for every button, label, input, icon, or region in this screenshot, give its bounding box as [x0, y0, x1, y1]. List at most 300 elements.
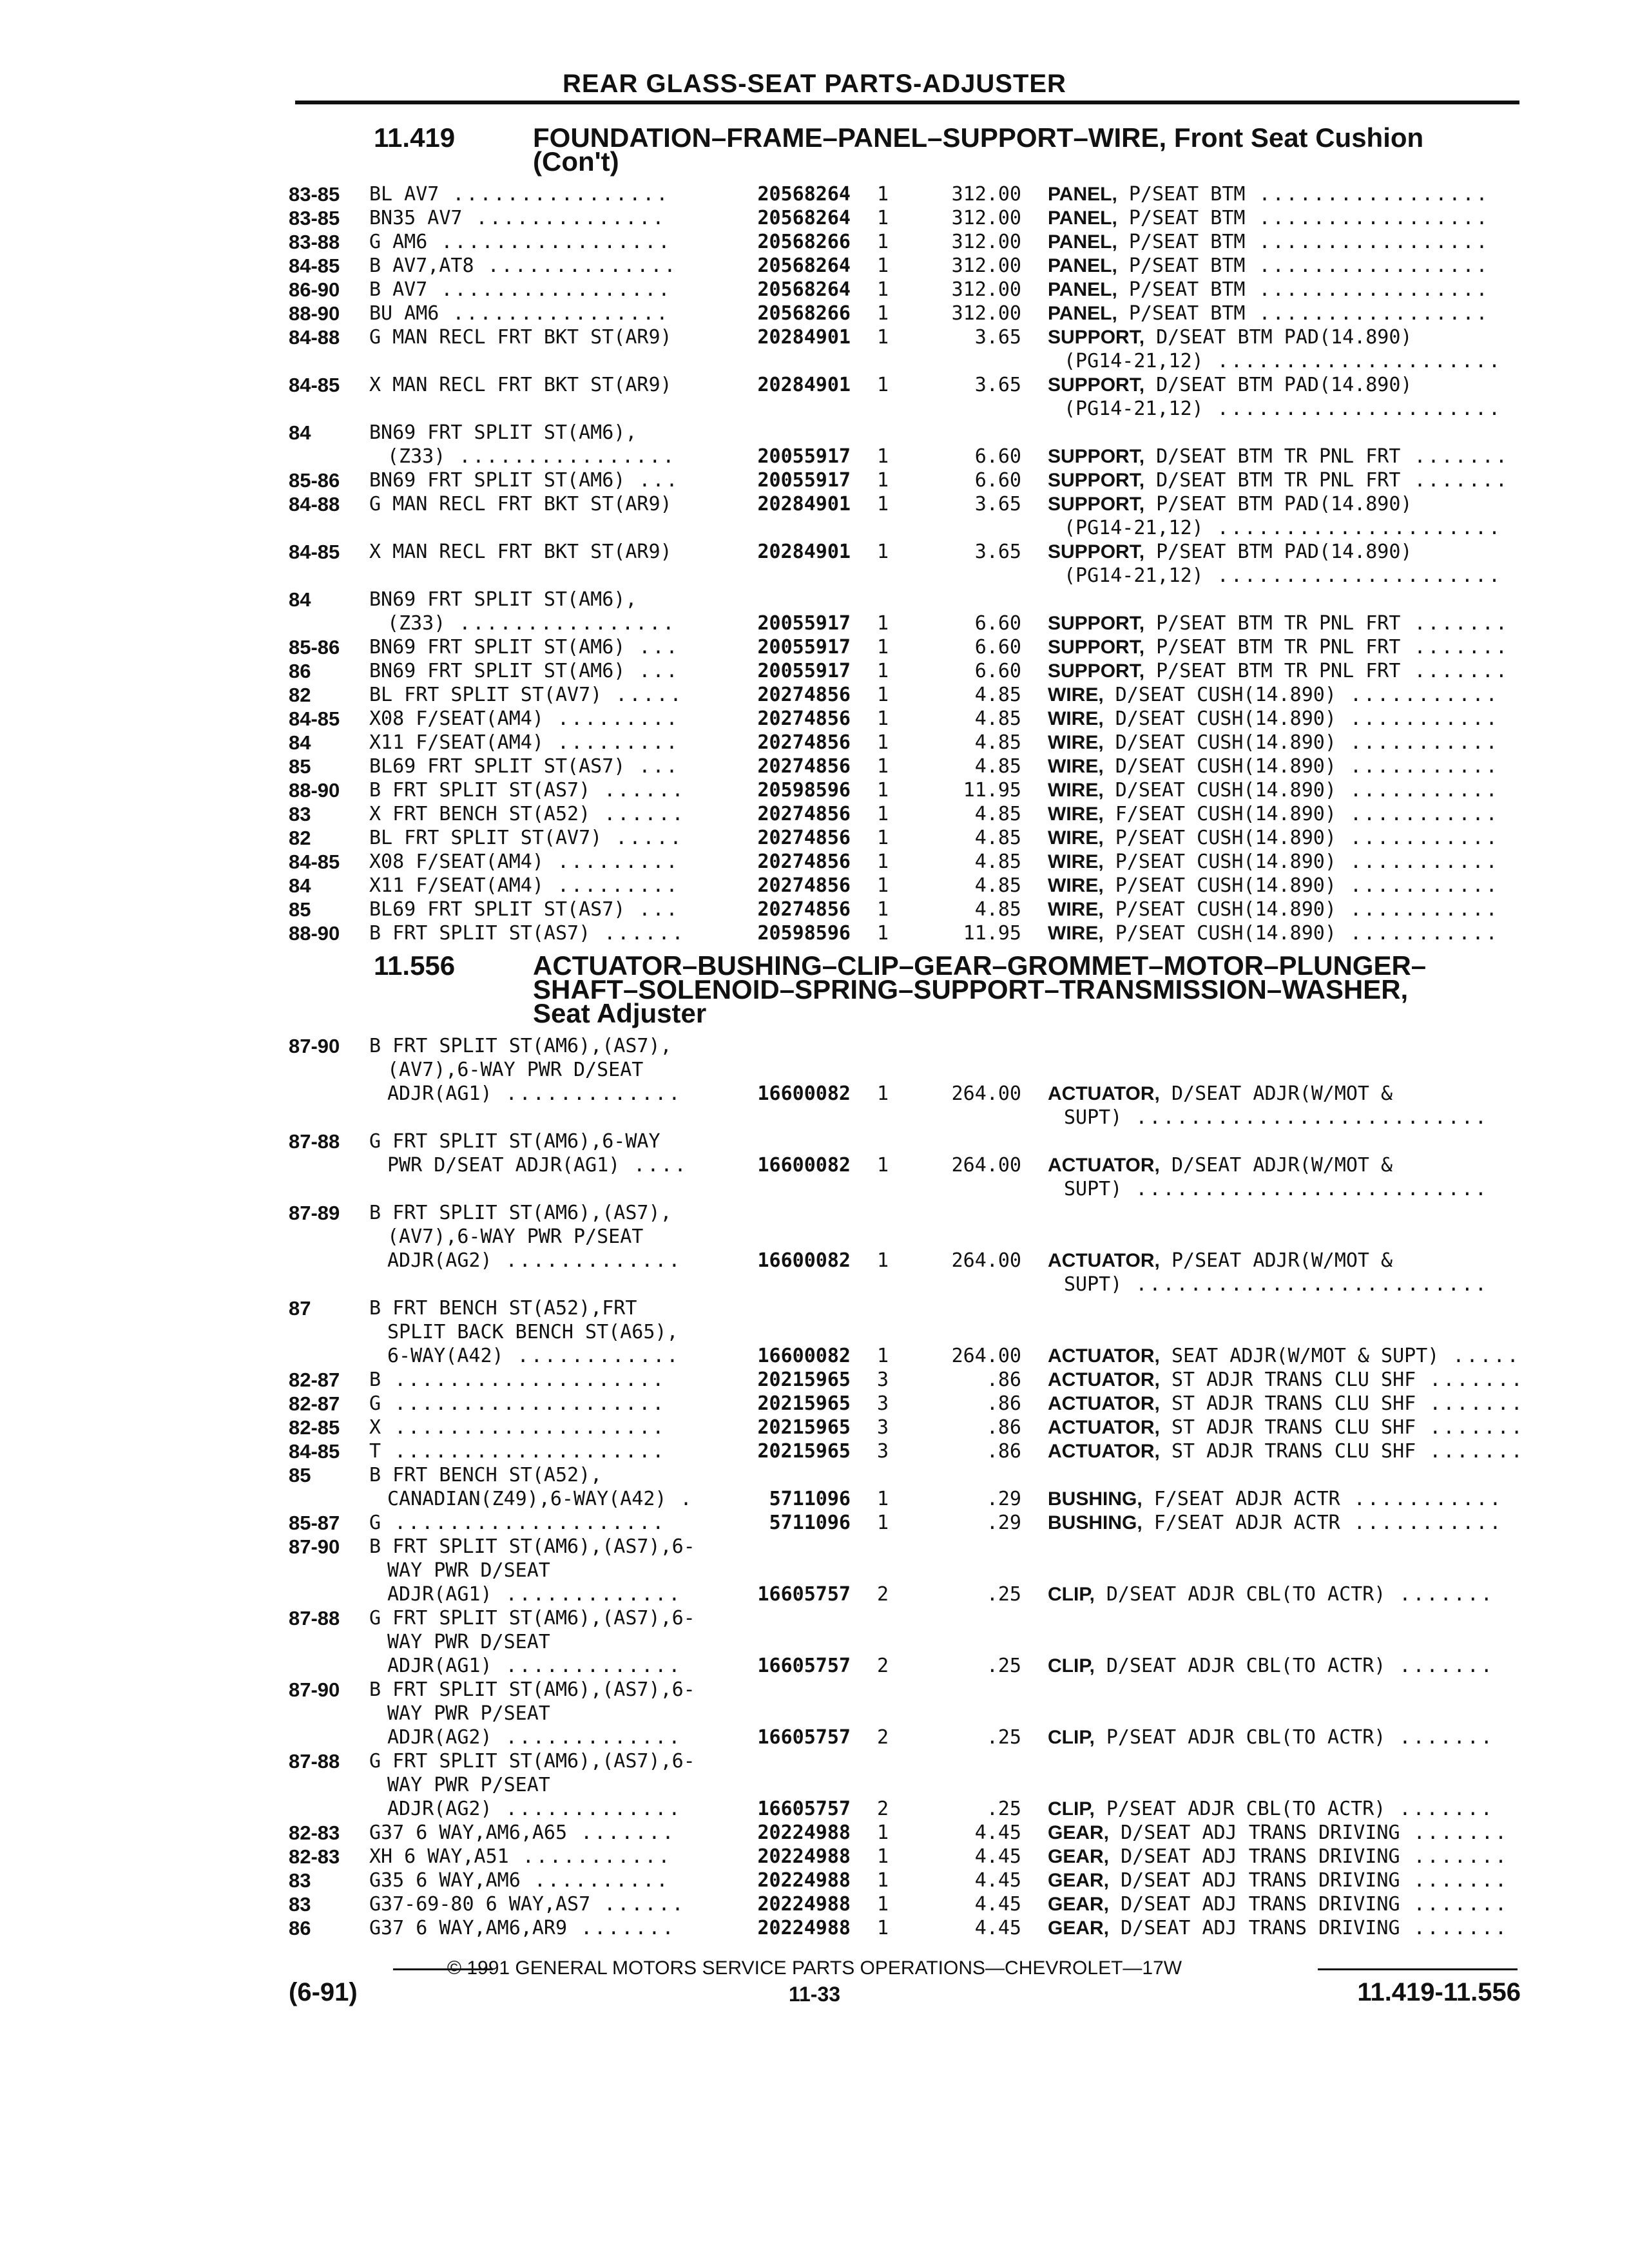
model-years: 88-90 [289, 922, 340, 945]
model-years: 87-88 [289, 1130, 340, 1153]
description-line: WAY PWR D/SEAT [387, 1559, 550, 1582]
part-name [1048, 1392, 1525, 1416]
part-name [1048, 1416, 1525, 1439]
part-name-line: ACTUATOR, ST ADJR TRANS CLU SHF [1048, 1369, 1416, 1391]
description-line: G AM6 [369, 231, 428, 253]
parts-row [0, 1463, 1629, 1511]
description-line: B FRT BENCH ST(A52),FRT [369, 1297, 637, 1320]
leader-dots: ............. [492, 1082, 682, 1105]
vehicle-description [369, 302, 670, 325]
price: .86 [986, 1392, 1021, 1415]
part-number: 16600082 [757, 1082, 851, 1105]
description-line: G [369, 1392, 381, 1415]
page-title: REAR GLASS-SEAT PARTS-ADJUSTER [563, 70, 1066, 98]
part-name [1048, 1439, 1525, 1463]
quantity: 1 [876, 1869, 889, 1892]
part-name [1048, 278, 1490, 302]
price: 11.95 [963, 779, 1021, 802]
model-years: 86-90 [289, 278, 340, 301]
leader-dots: ....... [1385, 1726, 1494, 1749]
leader-dots: .................... [381, 1512, 666, 1534]
vehicle-description [369, 182, 670, 206]
part-name-line: PANEL, P/SEAT BTM [1048, 302, 1246, 325]
description-line: X11 F/SEAT(AM4) [369, 731, 544, 754]
part-number: 16605757 [757, 1798, 851, 1820]
model-years: 84-85 [289, 707, 340, 730]
leader-dots: ... [625, 660, 680, 682]
part-number: 20274856 [757, 684, 851, 706]
description-line: BN69 FRT SPLIT ST(AM6), [369, 588, 637, 611]
quantity: 1 [876, 1512, 889, 1534]
vehicle-description [369, 1129, 688, 1177]
part-name-line: WIRE, D/SEAT CUSH(14.890) [1048, 779, 1336, 802]
part-name [1048, 1487, 1503, 1511]
description-line: ADJR(AG1) [387, 1655, 492, 1677]
vehicle-description [369, 325, 672, 349]
leader-dots: ..... [602, 684, 684, 706]
price: 312.00 [951, 231, 1021, 253]
leader-dots: ..................... [1203, 517, 1503, 539]
leader-dots: ................. [1245, 278, 1490, 301]
price: 4.45 [974, 1917, 1021, 1939]
parts-row [0, 659, 1629, 683]
description-line: ADJR(AG1) [387, 1583, 492, 1606]
part-number: 20284901 [757, 326, 851, 349]
vehicle-description [369, 1821, 676, 1845]
vehicle-description [369, 421, 676, 468]
part-number: 20274856 [757, 755, 851, 778]
vehicle-description [369, 492, 672, 516]
part-name [1048, 898, 1499, 921]
price: 4.45 [974, 1845, 1021, 1868]
parts-row [0, 1892, 1629, 1916]
description-line: SPLIT BACK BENCH ST(A65), [387, 1321, 679, 1343]
price: 4.45 [974, 1869, 1021, 1892]
part-name [1048, 1916, 1509, 1940]
part-name [1048, 826, 1499, 850]
part-name-line: CLIP, D/SEAT ADJR CBL(TO ACTR) [1048, 1655, 1386, 1677]
model-years: 82 [289, 827, 311, 849]
price: .25 [986, 1583, 1021, 1606]
description-line: B FRT SPLIT ST(AM6),(AS7), [369, 1202, 672, 1224]
leader-dots: ........... [508, 1845, 672, 1868]
price: 312.00 [951, 183, 1021, 206]
section-title-line: (Con't) [533, 146, 619, 177]
leader-dots: .............. [474, 255, 678, 277]
leader-dots: ....... [1416, 1369, 1525, 1391]
vehicle-description [369, 1916, 676, 1940]
leader-dots: ....... [1416, 1392, 1525, 1415]
leader-dots: ....... [1400, 1845, 1509, 1868]
leader-dots: ....... [1400, 660, 1509, 682]
quantity: 1 [876, 1893, 889, 1916]
part-number: 20284901 [757, 374, 851, 396]
part-number: 20274856 [757, 898, 851, 921]
leader-dots: ....... [1400, 1917, 1509, 1939]
quantity: 1 [876, 326, 889, 349]
section-title [533, 950, 1525, 1028]
section-title [533, 122, 1525, 177]
leader-dots: ................ [445, 445, 677, 468]
description-line: WAY PWR P/SEAT [387, 1702, 550, 1725]
section-title-line: ACTUATOR–BUSHING–CLIP–GEAR–GROMMET–MOTOR–PLUNGER– [533, 950, 1427, 981]
description-line: T [369, 1440, 381, 1463]
part-name [1048, 1845, 1509, 1869]
leader-dots: ..................... [1203, 564, 1503, 587]
description-line: X MAN RECL FRT BKT ST(AR9) [369, 374, 672, 396]
description-line: G FRT SPLIT ST(AM6),(AS7),6- [369, 1607, 695, 1629]
parts-row [0, 1439, 1629, 1463]
quantity: 1 [876, 684, 889, 706]
part-name [1048, 1821, 1509, 1845]
leader-dots: ........... [1336, 827, 1499, 849]
section-header [374, 950, 1534, 1028]
price: 3.65 [974, 326, 1021, 349]
footer-copyright: © 1991 GENERAL MOTORS SERVICE PARTS OPERATIONS—CHEVROLET—17W [447, 1957, 1182, 1979]
model-years: 84-88 [289, 493, 340, 515]
part-name [1048, 1511, 1503, 1535]
part-name-line: ACTUATOR, SEAT ADJR(W/MOT & SUPT) [1048, 1345, 1440, 1367]
part-number: 5711096 [769, 1488, 851, 1510]
part-number: 20055917 [757, 612, 851, 635]
vehicle-description [369, 278, 671, 302]
part-name-line: PANEL, P/SEAT BTM [1048, 183, 1246, 206]
quantity: 1 [876, 1345, 889, 1367]
parts-row [0, 230, 1629, 254]
price: 312.00 [951, 255, 1021, 277]
part-number: 20598596 [757, 922, 851, 945]
part-name-line: GEAR, D/SEAT ADJ TRANS DRIVING [1048, 1845, 1400, 1868]
price: 6.60 [974, 612, 1021, 635]
leader-dots: ........... [1336, 684, 1499, 706]
description-line: BU AM6 [369, 302, 439, 325]
description-line: G FRT SPLIT ST(AM6),6-WAY [369, 1130, 660, 1153]
part-name-line: SUPT) [1064, 1273, 1123, 1296]
section-title-line: SHAFT–SOLENOID–SPRING–SUPPORT–TRANSMISSION–WASHER, [533, 974, 1409, 1004]
model-years: 87-90 [289, 1678, 340, 1701]
leader-dots: ........... [1336, 731, 1499, 754]
leader-dots: ........... [1340, 1488, 1503, 1510]
parts-row [0, 707, 1629, 731]
parts-row [0, 1845, 1629, 1869]
leader-dots: ... [625, 898, 680, 921]
price: 6.60 [974, 660, 1021, 682]
description-line: BN69 FRT SPLIT ST(AM6), [369, 421, 637, 444]
part-number: 20224988 [757, 1869, 851, 1892]
part-name-line: SUPT) [1064, 1106, 1123, 1129]
model-years: 82-85 [289, 1416, 340, 1439]
parts-row [0, 373, 1629, 421]
vehicle-description [369, 230, 671, 254]
part-name-line: SUPPORT, P/SEAT BTM TR PNL FRT [1048, 612, 1401, 635]
description-line: WAY PWR P/SEAT [387, 1774, 550, 1796]
quantity: 1 [876, 660, 889, 682]
leader-dots: ........... [1336, 874, 1499, 897]
model-years: 82-83 [289, 1821, 340, 1844]
model-years: 86 [289, 660, 311, 682]
description-line: BN35 AV7 [369, 207, 463, 229]
description-line: ADJR(AG2) [387, 1249, 492, 1272]
vehicle-description [369, 898, 680, 921]
price: 312.00 [951, 207, 1021, 229]
part-name-line: SUPPORT, P/SEAT BTM PAD(14.890) [1048, 493, 1412, 515]
model-years: 85 [289, 1464, 311, 1486]
parts-row [0, 1201, 1629, 1296]
parts-row [0, 1606, 1629, 1678]
leader-dots: ............. [492, 1726, 682, 1749]
part-name [1048, 540, 1502, 588]
model-years: 84 [289, 421, 311, 444]
part-number: 20215965 [757, 1369, 851, 1391]
leader-dots: ........... [1336, 755, 1499, 778]
leader-dots: ............. [492, 1655, 682, 1677]
leader-dots: ..... [1439, 1345, 1521, 1367]
part-name [1048, 778, 1499, 802]
parts-row [0, 1535, 1629, 1606]
quantity: 1 [876, 541, 889, 563]
description-line: ADJR(AG2) [387, 1726, 492, 1749]
quantity: 1 [876, 1917, 889, 1939]
model-years: 85-86 [289, 469, 340, 492]
leader-dots: ................ [445, 612, 677, 635]
leader-dots: ............. [492, 1798, 682, 1820]
vehicle-description [369, 206, 666, 230]
parts-row [0, 182, 1629, 206]
leader-dots: ....... [1385, 1798, 1494, 1820]
parts-row [0, 754, 1629, 778]
leader-dots: ................. [1245, 183, 1490, 206]
model-years: 82-87 [289, 1369, 340, 1391]
description-line: ADJR(AG1) [387, 1082, 492, 1105]
parts-row [0, 325, 1629, 373]
part-number: 20055917 [757, 660, 851, 682]
part-name-line: WIRE, P/SEAT CUSH(14.890) [1048, 922, 1336, 945]
part-name-line: CLIP, D/SEAT ADJR CBL(TO ACTR) [1048, 1583, 1386, 1606]
leader-dots: ................. [427, 231, 672, 253]
part-name-line: WIRE, F/SEAT CUSH(14.890) [1048, 803, 1336, 825]
model-years: 83-88 [289, 231, 340, 253]
leader-dots: .......... [520, 1869, 670, 1892]
description-line: ADJR(AG2) [387, 1798, 492, 1820]
part-name-line: WIRE, P/SEAT CUSH(14.890) [1048, 850, 1336, 873]
model-years: 85-87 [289, 1512, 340, 1534]
part-name [1048, 874, 1499, 898]
parts-row [0, 588, 1629, 635]
model-years: 82-87 [289, 1392, 340, 1415]
part-name [1048, 468, 1509, 492]
quantity: 1 [876, 445, 889, 468]
quantity: 1 [876, 183, 889, 206]
leader-dots: ......... [543, 874, 680, 897]
price: 264.00 [951, 1082, 1021, 1105]
price: .25 [986, 1655, 1021, 1677]
description-line: B FRT SPLIT ST(AM6),(AS7), [369, 1035, 672, 1057]
part-number: 20284901 [757, 541, 851, 563]
price: 4.85 [974, 731, 1021, 754]
parts-row [0, 683, 1629, 707]
part-name [1048, 1082, 1489, 1129]
quantity: 3 [876, 1416, 889, 1439]
part-number: 20215965 [757, 1392, 851, 1415]
model-years: 83 [289, 1869, 311, 1892]
model-years: 84-85 [289, 374, 340, 396]
model-years: 86 [289, 1917, 311, 1939]
description-line: X FRT BENCH ST(A52) [369, 803, 591, 825]
leader-dots: ..................... [1203, 350, 1503, 372]
parts-row [0, 1129, 1629, 1200]
quantity: 1 [876, 612, 889, 635]
model-years: 87-89 [289, 1202, 340, 1224]
quantity: 2 [876, 1583, 889, 1606]
leader-dots: ....... [1400, 612, 1509, 635]
part-name-line: WIRE, P/SEAT CUSH(14.890) [1048, 827, 1336, 849]
leader-dots: ............ [503, 1345, 680, 1367]
part-number: 16605757 [757, 1583, 851, 1606]
leader-dots: ................. [1245, 231, 1490, 253]
quantity: 1 [876, 850, 889, 873]
leader-dots: ................. [1245, 255, 1490, 277]
part-number: 20055917 [757, 445, 851, 468]
part-name-line: GEAR, D/SEAT ADJ TRANS DRIVING [1048, 1821, 1400, 1844]
description-line: X08 F/SEAT(AM4) [369, 707, 544, 730]
part-number: 20274856 [757, 874, 851, 897]
part-number: 20224988 [757, 1845, 851, 1868]
model-years: 83 [289, 1893, 311, 1916]
description-line: X [369, 1416, 381, 1439]
parts-row [0, 1392, 1629, 1416]
description-line: (AV7),6-WAY PWR D/SEAT [387, 1059, 644, 1081]
quantity: 1 [876, 922, 889, 945]
leader-dots: ... [625, 636, 680, 658]
model-years: 85-86 [289, 636, 340, 658]
part-number: 20274856 [757, 827, 851, 849]
description-line: B FRT BENCH ST(A52), [369, 1464, 602, 1486]
part-name-line: SUPPORT, D/SEAT BTM TR PNL FRT [1048, 445, 1401, 468]
vehicle-description [369, 683, 684, 707]
parts-row [0, 802, 1629, 826]
parts-row [0, 1296, 1629, 1368]
part-name [1048, 611, 1509, 635]
leader-dots: ....... [1416, 1416, 1525, 1439]
description-line: (AV7),6-WAY PWR P/SEAT [387, 1225, 644, 1248]
leader-dots: ....... [1400, 445, 1509, 468]
model-years: 87-90 [289, 1535, 340, 1558]
leader-dots: .............. [462, 207, 666, 229]
leader-dots: ................. [1245, 302, 1490, 325]
quantity: 1 [876, 898, 889, 921]
part-name-line: SUPT) [1064, 1178, 1123, 1200]
vehicle-description [369, 1201, 682, 1273]
price: 264.00 [951, 1154, 1021, 1177]
price: 4.85 [974, 803, 1021, 825]
leader-dots: ...... [590, 922, 686, 945]
quantity: 1 [876, 707, 889, 730]
quantity: 1 [876, 636, 889, 658]
vehicle-description [369, 1463, 694, 1511]
leader-dots: .................... [381, 1392, 666, 1415]
part-name [1048, 1797, 1494, 1821]
leader-dots: ........... [1336, 850, 1499, 873]
quantity: 1 [876, 1154, 889, 1177]
parts-row [0, 1034, 1629, 1129]
footer-section-range: 11.419-11.556 [1357, 1978, 1521, 2006]
part-name-line: (PG14-21,12) [1064, 350, 1204, 372]
part-name [1048, 254, 1490, 278]
leader-dots: .... [620, 1154, 688, 1177]
model-years: 88-90 [289, 302, 340, 325]
part-number: 20274856 [757, 803, 851, 825]
price: 3.65 [974, 493, 1021, 515]
leader-dots: ........... [1336, 922, 1499, 945]
description-line: PWR D/SEAT ADJR(AG1) [387, 1154, 621, 1177]
leader-dots: ....... [567, 1821, 676, 1844]
leader-dots: ....... [567, 1917, 676, 1939]
part-number: 16605757 [757, 1726, 851, 1749]
leader-dots: ....... [1400, 1893, 1509, 1916]
description-line: B AV7,AT8 [369, 255, 474, 277]
quantity: 1 [876, 803, 889, 825]
leader-dots: .................... [381, 1416, 666, 1439]
leader-dots: ................. [427, 278, 672, 301]
part-number: 16600082 [757, 1345, 851, 1367]
vehicle-description [369, 850, 680, 874]
model-years: 87-90 [289, 1035, 340, 1057]
description-line: G MAN RECL FRT BKT ST(AR9) [369, 493, 672, 515]
leader-dots: .................... [381, 1440, 666, 1463]
model-years: 87-88 [289, 1607, 340, 1629]
description-line: BL FRT SPLIT ST(AV7) [369, 684, 602, 706]
vehicle-description [369, 635, 680, 659]
part-name [1048, 731, 1499, 754]
price: 4.45 [974, 1821, 1021, 1844]
model-years: 88-90 [289, 779, 340, 802]
leader-dots: ..... [602, 827, 684, 849]
part-name-line: WIRE, P/SEAT CUSH(14.890) [1048, 898, 1336, 921]
part-name-line: ACTUATOR, ST ADJR TRANS CLU SHF [1048, 1392, 1416, 1415]
parts-row [0, 254, 1629, 278]
price: 4.85 [974, 827, 1021, 849]
quantity: 2 [876, 1655, 889, 1677]
parts-row [0, 206, 1629, 230]
description-line: B FRT SPLIT ST(AS7) [369, 922, 591, 945]
price: 4.85 [974, 874, 1021, 897]
description-line: G37 6 WAY,AM6,A65 [369, 1821, 568, 1844]
leader-dots: ... [625, 469, 680, 492]
vehicle-description [369, 1892, 686, 1916]
quantity: 1 [876, 1249, 889, 1272]
parts-row [0, 278, 1629, 302]
part-name [1048, 182, 1490, 206]
part-name-line: CLIP, P/SEAT ADJR CBL(TO ACTR) [1048, 1726, 1386, 1749]
model-years: 83-85 [289, 207, 340, 229]
parts-row [0, 492, 1629, 540]
part-name [1048, 1582, 1494, 1606]
leader-dots: .......................... [1122, 1106, 1489, 1129]
model-years: 84 [289, 588, 311, 611]
description-line: B FRT SPLIT ST(AM6),(AS7),6- [369, 1678, 695, 1701]
model-years: 84 [289, 874, 311, 897]
price: 6.60 [974, 636, 1021, 658]
part-name-line: SUPPORT, P/SEAT BTM PAD(14.890) [1048, 541, 1412, 563]
description-line: G37 6 WAY,AM6,AR9 [369, 1917, 568, 1939]
part-name [1048, 1869, 1509, 1892]
part-name-line: PANEL, P/SEAT BTM [1048, 278, 1246, 301]
parts-row [0, 874, 1629, 898]
vehicle-description [369, 921, 686, 945]
parts-row [0, 1869, 1629, 1892]
vehicle-description [369, 1416, 666, 1439]
vehicle-description [369, 731, 680, 754]
